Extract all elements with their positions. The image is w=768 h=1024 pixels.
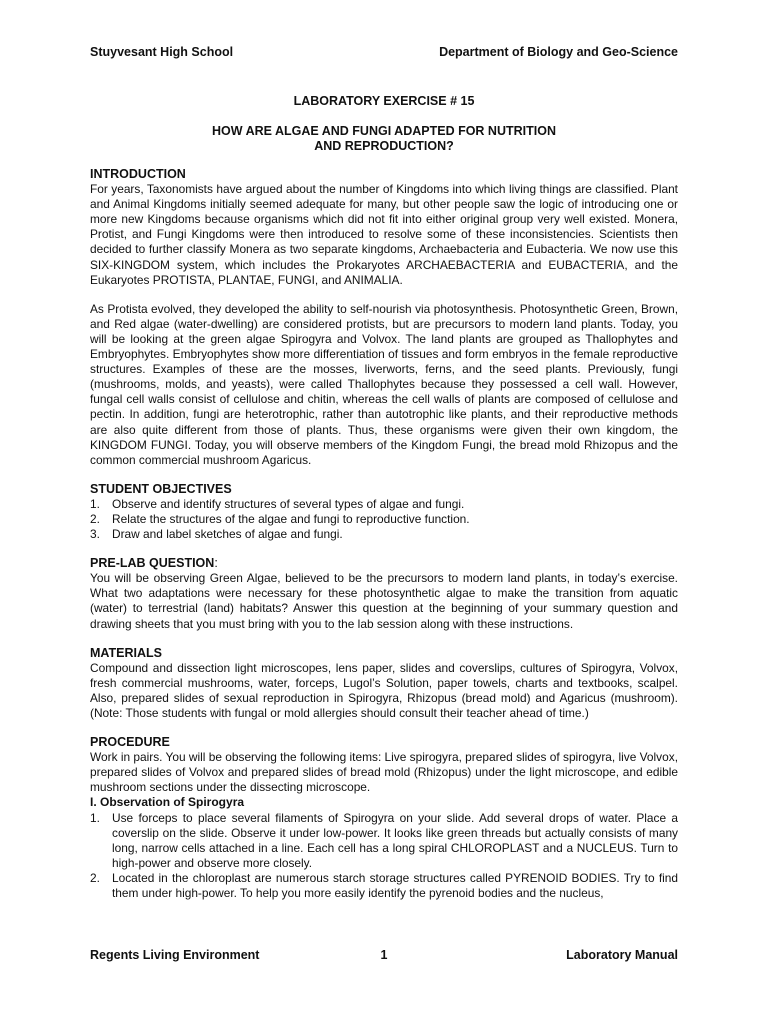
school-name: Stuyvesant High School [90, 45, 234, 59]
document-page [90, 0, 678, 1024]
prelab-question: You will be observing Green Algae, believed to be the precursors to modern land plants, in today’s exercise. What two adaptations were necessary for these photosynthetic algae to make the transition from aquatic (water) to terrestrial (land) habitats? Answer this question at the beginning of your summary question and drawing sheets that you must bring with you to the lab session along with these instructions. [90, 571, 678, 631]
procedure-list [90, 811, 678, 902]
list-item: 1. Use forceps to place several filaments of Spirogyra on your slide. Add several drops of water. Place a coverslip on the slide. Observe it under low-power. It looks like green threads but actually consists of many long, narrow cells attached in a line. Each cell has a long spiral CHLOROPLAST and a NUCLEUS. Turn to high-power and observe more closely. [90, 810, 678, 870]
subtitle-line-1: HOW ARE ALGAE AND FUNGI ADAPTED FOR NUTRITION [212, 124, 556, 138]
materials-heading: MATERIALS [90, 645, 162, 660]
manual-name: Laboratory Manual [566, 948, 678, 962]
prelab-heading: PRE-LAB QUESTION: [90, 556, 218, 571]
course-name: Regents Living Environment [90, 948, 260, 962]
page-footer [90, 948, 678, 962]
exercise-title: LABORATORY EXERCISE # 15 [293, 94, 475, 108]
department-name: Department of Biology and Geo-Science [439, 45, 678, 59]
spirogyra-subheading: I. Observation of Spirogyra [90, 795, 245, 810]
introduction-paragraph-1: For years, Taxonomists have argued about the number of Kingdoms into which living things are classified. Plant and Animal Kingdoms initially seemed adequate for many, but other people saw the logic of introducing one or more new Kingdoms because organisms which did not fit into either original group very well existed. Monera, Protist, and Fungi Kingdoms were then introduced to resolve some of these inconsistencies. Scientists then decided to further classify Monera as two separate kingdoms, Archaebacteria and Eubacteria. We now use this SIX-KINGDOM system, which includes the Prokaryotes ARCHAEBACTERIA and EUBACTERIA, and the Eukaryotes PROTISTA, PLANTAE, FUNGI, and ANIMALIA. [90, 182, 678, 287]
document-body [90, 167, 678, 901]
procedure-heading: PROCEDURE [90, 735, 170, 750]
list-item: 2. Located in the chloroplast are numerous starch storage structures called PYRENOID BODIES. Try to find them under high-power. To help you more easily identify the pyrenoid bodies and the nucleus, [90, 870, 678, 901]
subtitle-line-2: AND REPRODUCTION? [314, 139, 454, 153]
materials-text: Compound and dissection light microscopes, lens paper, slides and coverslips, cultures of Spirogyra, Volvox, fresh commercial mushrooms, water, forceps, Lugol’s Solution, paper towels, charts and textbooks, scalpel. Also, prepared slides of sexual reproduction in Spirogyra, Rhizopus (bread mold) and Agaricus (mushroom). (Note: Those students with fungal or mold allergies should consult their teacher ahead of time.) [90, 660, 678, 720]
page-number: 1 [380, 948, 388, 962]
procedure-text: Work in pairs. You will be observing the following items: Live spirogyra, prepared slides of spirogyra, live Volvox, prepared slides of Volvox and prepared slides of bread mold (Rhizopus) under the light microscope, and edible mushroom sections under the dissecting microscope. [90, 750, 678, 795]
list-item: 1. Observe and identify structures of several types of algae and fungi. [90, 496, 465, 511]
exercise-subtitle [90, 124, 678, 154]
introduction-paragraph-2: As Protista evolved, they developed the ability to self-nourish via photosynthesis. Photosynthetic Green, Brown, and Red algae (water-dwelling) are considered protists, but are precursors to modern land plants. Today, you will be looking at the green algae Spirogyra and Volvox. The land plants are grouped as Thallophytes and Embryophytes. Embryophytes show more differentiation of tissues and form embryos in the female reproductive structures. Examples of these are the mosses, liverworts, ferns, and the seed plants. Previously, fungi (mushrooms, molds, and yeasts), were called Thallophytes because they possessed a cell wall. However, fungal cell walls consist of cellulose and chitin, whereas the cell walls of plants are composed of cellulose and pectin. In addition, fungi are heterotrophic, rather than autotrophic like plants, and their reproductive methods are also quite different from those of plants. Thus, these organisms were given their own kingdom, the KINGDOM FUNGI. Today, you will observe members of the Kingdom Fungi, the bread mold Rhizopus and the common commercial mushroom Agaricus. [90, 301, 678, 467]
list-item: 3. Draw and label sketches of algae and fungi. [90, 527, 343, 542]
introduction-heading: INTRODUCTION [90, 167, 186, 181]
page-header [90, 45, 678, 59]
objectives-list [90, 497, 678, 542]
list-item: 2. Relate the structures of the algae and fungi to reproductive function. [90, 511, 470, 526]
objectives-heading: STUDENT OBJECTIVES [90, 481, 232, 496]
